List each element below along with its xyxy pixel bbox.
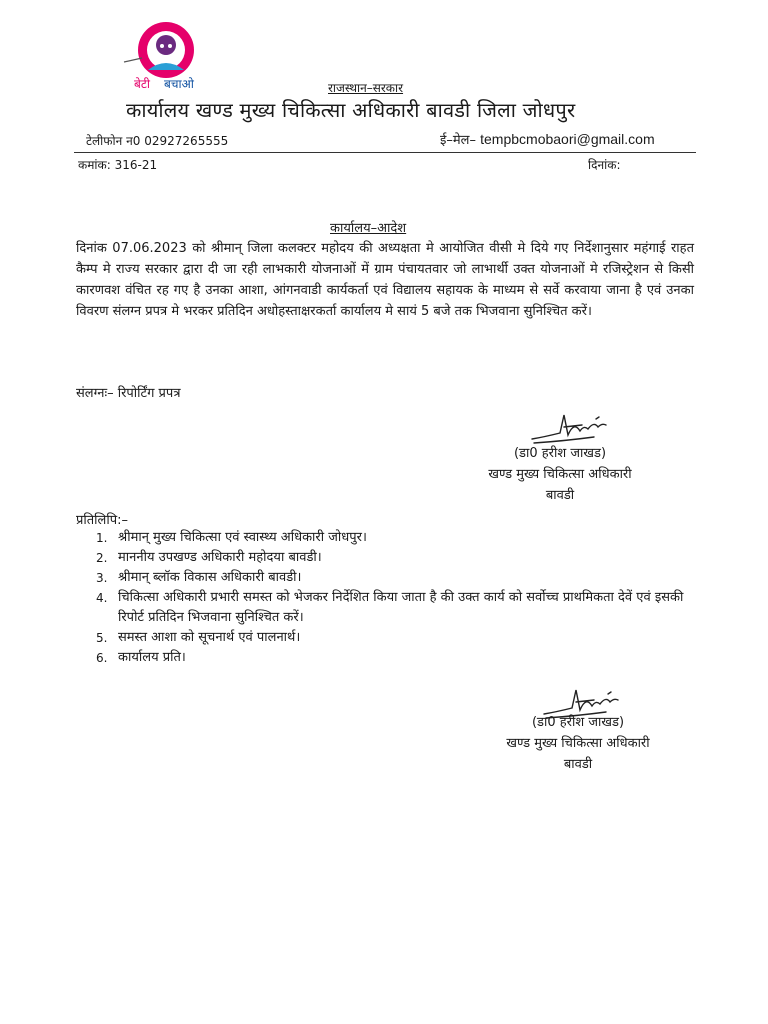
logo-eye-left <box>160 44 164 48</box>
list-text: श्रीमान् ब्लॉक विकास अधिकारी बावडी। <box>118 570 302 585</box>
reference-value: 316-21 <box>114 158 158 172</box>
signatory-1-designation: खण्ड मुख्य चिकित्सा अधिकारी <box>488 467 632 482</box>
signature-1-image <box>524 407 624 447</box>
list-number: 3. <box>96 571 108 585</box>
government-heading: राजस्थान–सरकार <box>328 81 404 95</box>
list-item <box>78 568 698 588</box>
phone-label: टेलीफोन न0 <box>86 134 141 148</box>
logo-head <box>156 35 176 55</box>
list-text: श्रीमान् मुख्य चिकित्सा एवं स्वास्थ्य अधिकारी जोधपुर। <box>118 530 367 545</box>
header-divider <box>74 152 696 153</box>
list-item <box>78 648 698 668</box>
copy-to-label: प्रतिलिपि:– <box>76 513 128 528</box>
list-text: माननीय उपखण्ड अधिकारी महोदया बावडी। <box>118 550 322 565</box>
list-item <box>78 548 698 568</box>
copy-to-list <box>78 528 698 668</box>
email-label: ई–मेल– <box>440 133 476 148</box>
signatory-2-name: (डा0 हरीश जाखड) <box>531 715 625 730</box>
reference-label: कमांक: <box>78 158 111 172</box>
signatory-2-place: बावडी <box>563 757 593 772</box>
email-address: tempbcmobaori@gmail.com <box>480 131 655 147</box>
list-text: कार्यालय प्रति। <box>118 650 186 665</box>
order-title: कार्यालय–आदेश <box>330 221 407 236</box>
office-title: कार्यालय खण्ड मुख्य चिकित्सा अधिकारी बावडी जिला जोधपुर <box>126 98 576 122</box>
signature-2-block <box>458 712 698 775</box>
signatory-1-place: बावडी <box>545 488 575 503</box>
list-number: 5. <box>96 631 108 645</box>
signature-1-block <box>440 443 680 506</box>
logo-line <box>124 58 142 62</box>
enclosure-line: संलग्नः– रिपोर्टिंग प्रपत्र <box>76 386 181 401</box>
beti-bachao-logo <box>118 18 206 98</box>
phone-line <box>86 132 228 149</box>
list-number: 2. <box>96 551 108 565</box>
email-line <box>440 130 655 148</box>
list-text: चिकित्सा अधिकारी प्रभारी समस्त को भेजकर निर्देशित किया जाता है की उक्त कार्य को सर्वोच्च प्राथमिकता देवें एवं इसकी रिपोर्ट प्रतिदिन भिजवाना सुनिश्चित करें। <box>118 590 684 625</box>
reference-number <box>78 156 157 173</box>
signatory-2-designation: खण्ड मुख्य चिकित्सा अधिकारी <box>506 736 650 751</box>
list-number: 4. <box>96 591 108 605</box>
signatory-1-name: (डा0 हरीश जाखड) <box>513 446 607 461</box>
logo-eye-right <box>168 44 172 48</box>
list-number: 6. <box>96 651 108 665</box>
list-text: समस्त आशा को सूचनार्थ एवं पालनार्थ। <box>118 630 301 645</box>
date-label: दिनांक: <box>588 158 621 172</box>
list-item <box>78 628 698 648</box>
list-number: 1. <box>96 531 108 545</box>
logo-caption-1: बेटी <box>134 77 151 91</box>
list-item <box>78 588 698 628</box>
phone-number: 02927265555 <box>144 134 229 148</box>
list-item <box>78 528 698 548</box>
logo-caption-2: बचाओ <box>164 77 194 91</box>
order-body: दिनांक 07.06.2023 को श्रीमान् जिला कलक्टर महोदय की अध्यक्षता मे आयोजित वीसी मे दिये गए निर्देशानुसार महंगाई राहत कैम्प मे राज्य सरकार द्वारा दी जा रही लाभकारी योजनाओं में ग्राम पंचायतवार जो लाभार्थी उक्त योजनाओं मे रजिस्ट्रेशन से किसी कारणवश वंचित रह गए है उनका आशा, आंगनवाडी कार्यकर्ता एवं विद्यालय सहायक के माध्यम से सर्वे करवाया जाना है एवं उनका विवरण संलग्न प्रपत्र मे भरकर प्रतिदिन अधोहस्ताक्षरकर्ता कार्यालय मे सायं 5 बजे तक भिजवाना सुनिश्चित करें। <box>76 241 694 319</box>
